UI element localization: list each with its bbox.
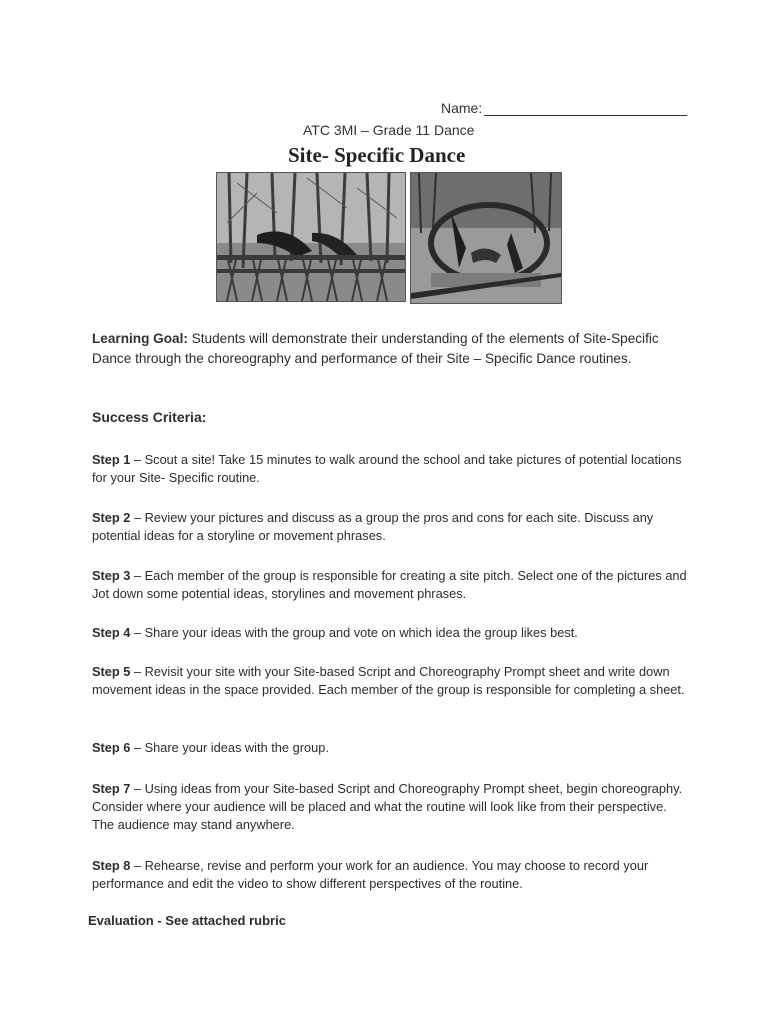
step-text: – Rehearse, revise and perform your work for an audience. You may choose to record your performance and edit the video to show different perspectives of the routine. <box>92 858 649 891</box>
page-title: Site- Specific Dance <box>288 143 466 167</box>
step-text: – Share your ideas with the group. <box>130 740 329 755</box>
name-blank-line <box>484 101 687 116</box>
step-label: Step 6 <box>92 740 131 755</box>
step-label: Step 7 <box>92 781 131 796</box>
step-8 <box>92 857 692 893</box>
step-3 <box>92 567 692 603</box>
dance-photo-structure <box>410 172 562 304</box>
step-label: Step 1 <box>92 452 131 467</box>
step-text: – Share your ideas with the group and vote on which idea the group likes best. <box>130 625 578 640</box>
step-text: – Using ideas from your Site-based Script and Choreography Prompt sheet, begin choreography. Consider where your audience will be placed and what the routine will look like from their perspective. The audience may stand anywhere. <box>92 781 683 832</box>
step-text: – Revisit your site with your Site-based Script and Choreography Prompt sheet and write down movement ideas in the space provided. Each member of the group is responsible for completing a sheet. <box>92 664 685 697</box>
step-text: – Review your pictures and discuss as a group the pros and cons for each site. Discuss any potential ideas for a storyline or movement phrases. <box>92 510 654 543</box>
step-text: – Scout a site! Take 15 minutes to walk around the school and take pictures of potential locations for your Site- Specific routine. <box>92 452 682 485</box>
learning-goal-text: Students will demonstrate their understanding of the elements of Site-Specific Dance through the choreography and performance of their Site – Specific Dance routines. <box>92 331 659 366</box>
step-5 <box>92 663 692 699</box>
name-field <box>441 100 687 116</box>
step-label: Step 5 <box>92 664 131 679</box>
step-label: Step 2 <box>92 510 131 525</box>
step-label: Step 3 <box>92 568 131 583</box>
dance-photo-woods <box>216 172 406 302</box>
step-6 <box>92 739 692 757</box>
step-text: – Each member of the group is responsible for creating a site pitch. Select one of the pictures and Jot down some potential ideas, storylines and movement phrases. <box>92 568 687 601</box>
step-4 <box>92 624 692 642</box>
name-label: Name: <box>441 100 483 116</box>
step-label: Step 4 <box>92 625 131 640</box>
step-label: Step 8 <box>92 858 131 873</box>
evaluation-note: Evaluation - See attached rubric <box>88 913 286 928</box>
course-code: ATC 3MI – Grade 11 Dance <box>303 122 475 138</box>
success-criteria-heading: Success Criteria: <box>92 409 207 425</box>
step-2 <box>92 509 692 545</box>
learning-goal <box>92 329 692 369</box>
learning-goal-label: Learning Goal: <box>92 331 188 346</box>
step-7 <box>92 780 692 834</box>
step-1 <box>92 451 692 487</box>
